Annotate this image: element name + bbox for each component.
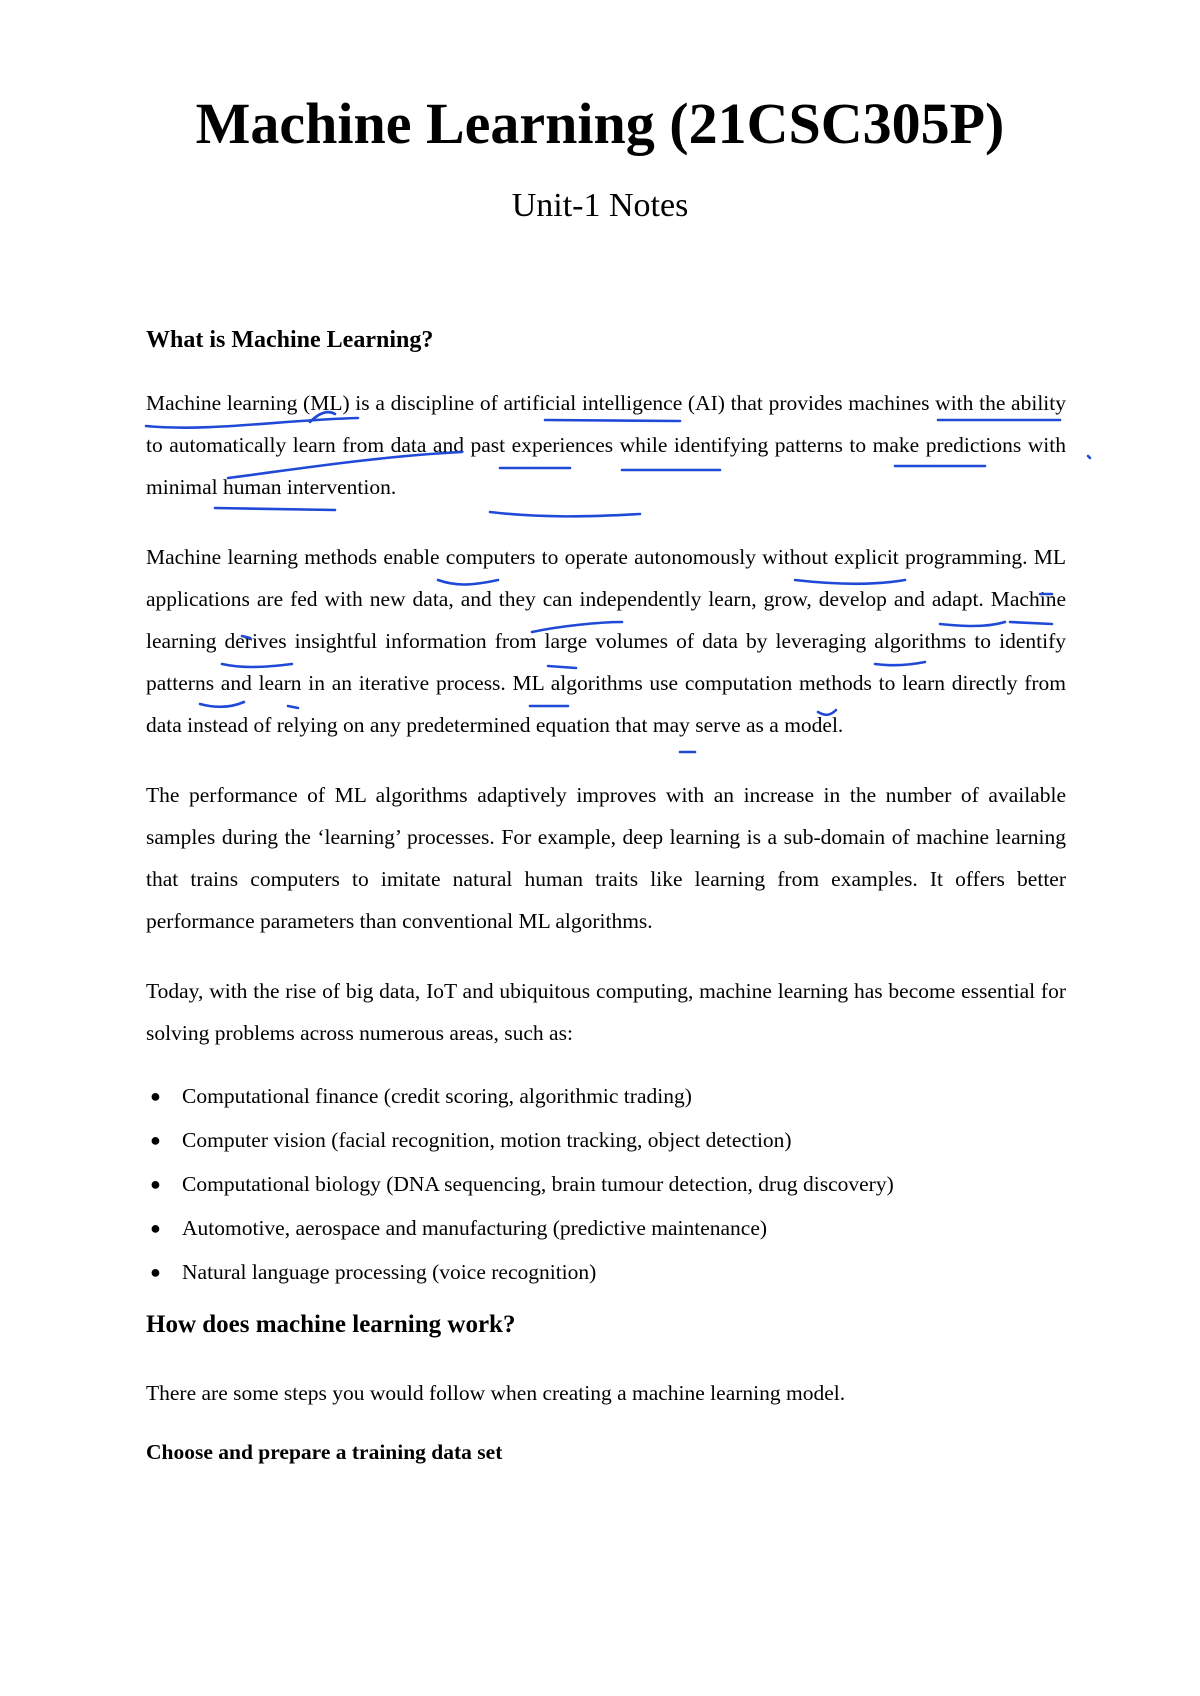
section-heading-what-is-ml: What is Machine Learning? (146, 327, 434, 353)
list-item (146, 1162, 1066, 1206)
paragraph-definition: Machine learning (ML) is a discipline of artificial intelligence (AI) that provides machines with the ability to automatically learn from data and past experiences while identifying patterns to make predictions with minimal human intervention. (146, 391, 1066, 499)
list-item-text: Automotive, aerospace and manufacturing (predictive maintenance) (182, 1216, 768, 1240)
ink-dot (1088, 456, 1090, 458)
list-item-text: Computational biology (DNA sequencing, brain tumour detection, drug discovery) (182, 1172, 894, 1196)
bullet-icon: ● (150, 1218, 161, 1238)
paragraph-steps-intro: There are some steps you would follow when creating a machine learning model. (146, 1381, 846, 1405)
paragraph-applications-intro: Today, with the rise of big data, IoT and ubiquitous computing, machine learning has become essential for solving problems across numerous areas, such as: (146, 979, 1066, 1045)
paragraph-performance: The performance of ML algorithms adaptively improves with an increase in the number of available samples during the ‘learning’ processes. For example, deep learning is a sub-domain of machine learning that trains computers to imitate natural human traits like learning from examples. It offers better performance parameters than conventional ML algorithms. (146, 783, 1066, 933)
list-item (146, 1250, 1066, 1294)
paragraph-methods: Machine learning methods enable computers to operate autonomously without explicit programming. ML applications are fed with new data, and they can independently learn, grow, develop and adapt. Machine learning derives insightful information from large volumes of data by leveraging algorithms to identify patterns and learn in an iterative process. ML algorithms use computation methods to learn directly from data instead of relying on any predetermined equation that may serve as a model. (146, 545, 1066, 737)
subheading-training-data: Choose and prepare a training data set (146, 1440, 503, 1464)
applications-list (146, 1074, 1066, 1294)
list-item-text: Computational finance (credit scoring, algorithmic trading) (182, 1084, 692, 1108)
list-item (146, 1074, 1066, 1118)
document-body (146, 324, 1066, 1468)
bullet-icon: ● (150, 1130, 161, 1150)
bullet-icon: ● (150, 1086, 161, 1106)
list-item (146, 1118, 1066, 1162)
bullet-icon: ● (150, 1174, 161, 1194)
document-title: Machine Learning (21CSC305P) (195, 91, 1005, 156)
bullet-icon: ● (150, 1262, 161, 1282)
list-item-text: Computer vision (facial recognition, motion tracking, object detection) (182, 1128, 792, 1152)
list-item-text: Natural language processing (voice recognition) (182, 1260, 597, 1284)
document-subtitle: Unit-1 Notes (511, 187, 689, 224)
list-item (146, 1206, 1066, 1250)
section-heading-how-ml-works: How does machine learning work? (146, 1311, 516, 1338)
